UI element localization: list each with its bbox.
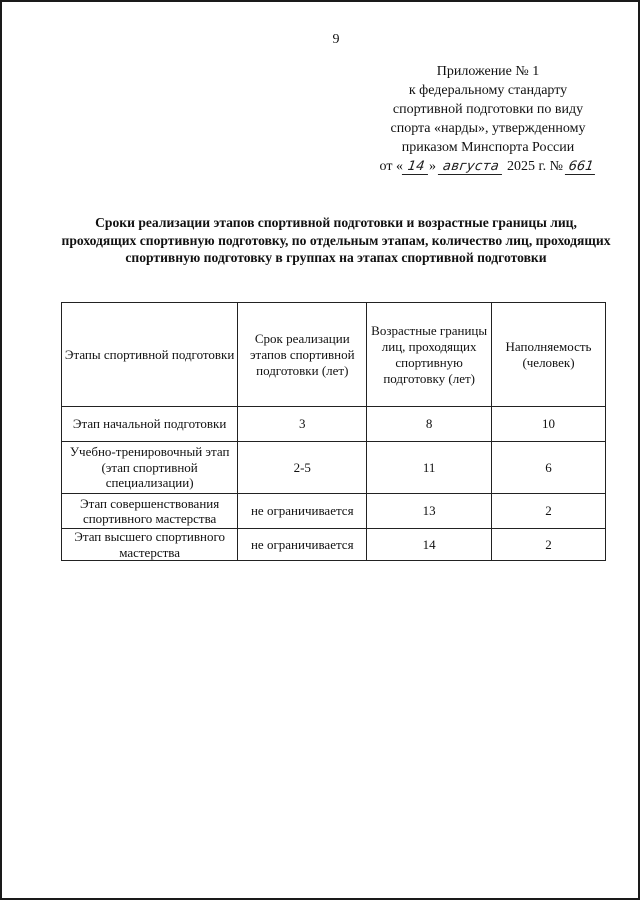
duration-cell: не ограничивается: [238, 494, 367, 529]
capacity-cell: 10: [492, 407, 606, 442]
stages-table: [61, 302, 606, 561]
capacity-cell: 2: [492, 529, 606, 561]
document-title: Сроки реализации этапов спортивной подготовки и возрастные границы лиц, проходящих спортивную подготовку, по отдельным этапам, количество лиц, проходящих спортивную подготовку в группах на этапах спортивной подготовки: [61, 215, 611, 265]
duration-cell: 3: [238, 407, 367, 442]
duration-cell: не ограничивается: [238, 529, 367, 561]
age-cell: 8: [367, 407, 492, 442]
order-day-handwritten: 14: [402, 159, 430, 175]
table-row: [62, 407, 606, 442]
capacity-cell: 6: [492, 442, 606, 494]
header-age-limits: Возрастные границы лиц, проходящих спортивную подготовку (лет): [367, 303, 492, 407]
stage-cell: Этап высшего спортивного мастерства: [62, 529, 238, 561]
order-year: 2025 г. №: [506, 159, 563, 174]
table-row: [62, 529, 606, 561]
header-duration: Срок реализации этапов спортивной подготовки (лет): [238, 303, 367, 407]
table-row: [62, 442, 606, 494]
appendix-line-5: приказом Минспорта России: [401, 140, 575, 155]
header-stages: Этапы спортивной подготовки: [62, 303, 238, 407]
stage-cell: Этап совершенствования спортивного мастерства: [62, 494, 238, 529]
table-header-row: [62, 303, 606, 407]
table-row: [62, 494, 606, 529]
age-cell: 13: [367, 494, 492, 529]
age-cell: 11: [367, 442, 492, 494]
order-prefix: от «: [379, 159, 403, 174]
appendix-line-2: к федеральному стандарту: [408, 83, 568, 98]
header-capacity: Наполняемость (человек): [492, 303, 606, 407]
order-month-handwritten: августа: [438, 159, 504, 175]
appendix-line-4: спорта «нарды», утвержденному: [390, 121, 586, 136]
appendix-line-1: Приложение № 1: [436, 64, 540, 79]
order-number-handwritten: 661: [565, 159, 597, 175]
duration-cell: 2-5: [238, 442, 367, 494]
page-number: 9: [332, 32, 340, 47]
appendix-line-3: спортивной подготовки по виду: [392, 102, 584, 117]
age-cell: 14: [367, 529, 492, 561]
capacity-cell: 2: [492, 494, 606, 529]
stage-cell: Этап начальной подготовки: [62, 407, 238, 442]
order-quote-close: »: [428, 159, 436, 174]
stage-cell: Учебно-тренировочный этап (этап спортивной специализации): [62, 442, 238, 494]
appendix-block: [360, 62, 616, 176]
order-line: [360, 157, 616, 176]
